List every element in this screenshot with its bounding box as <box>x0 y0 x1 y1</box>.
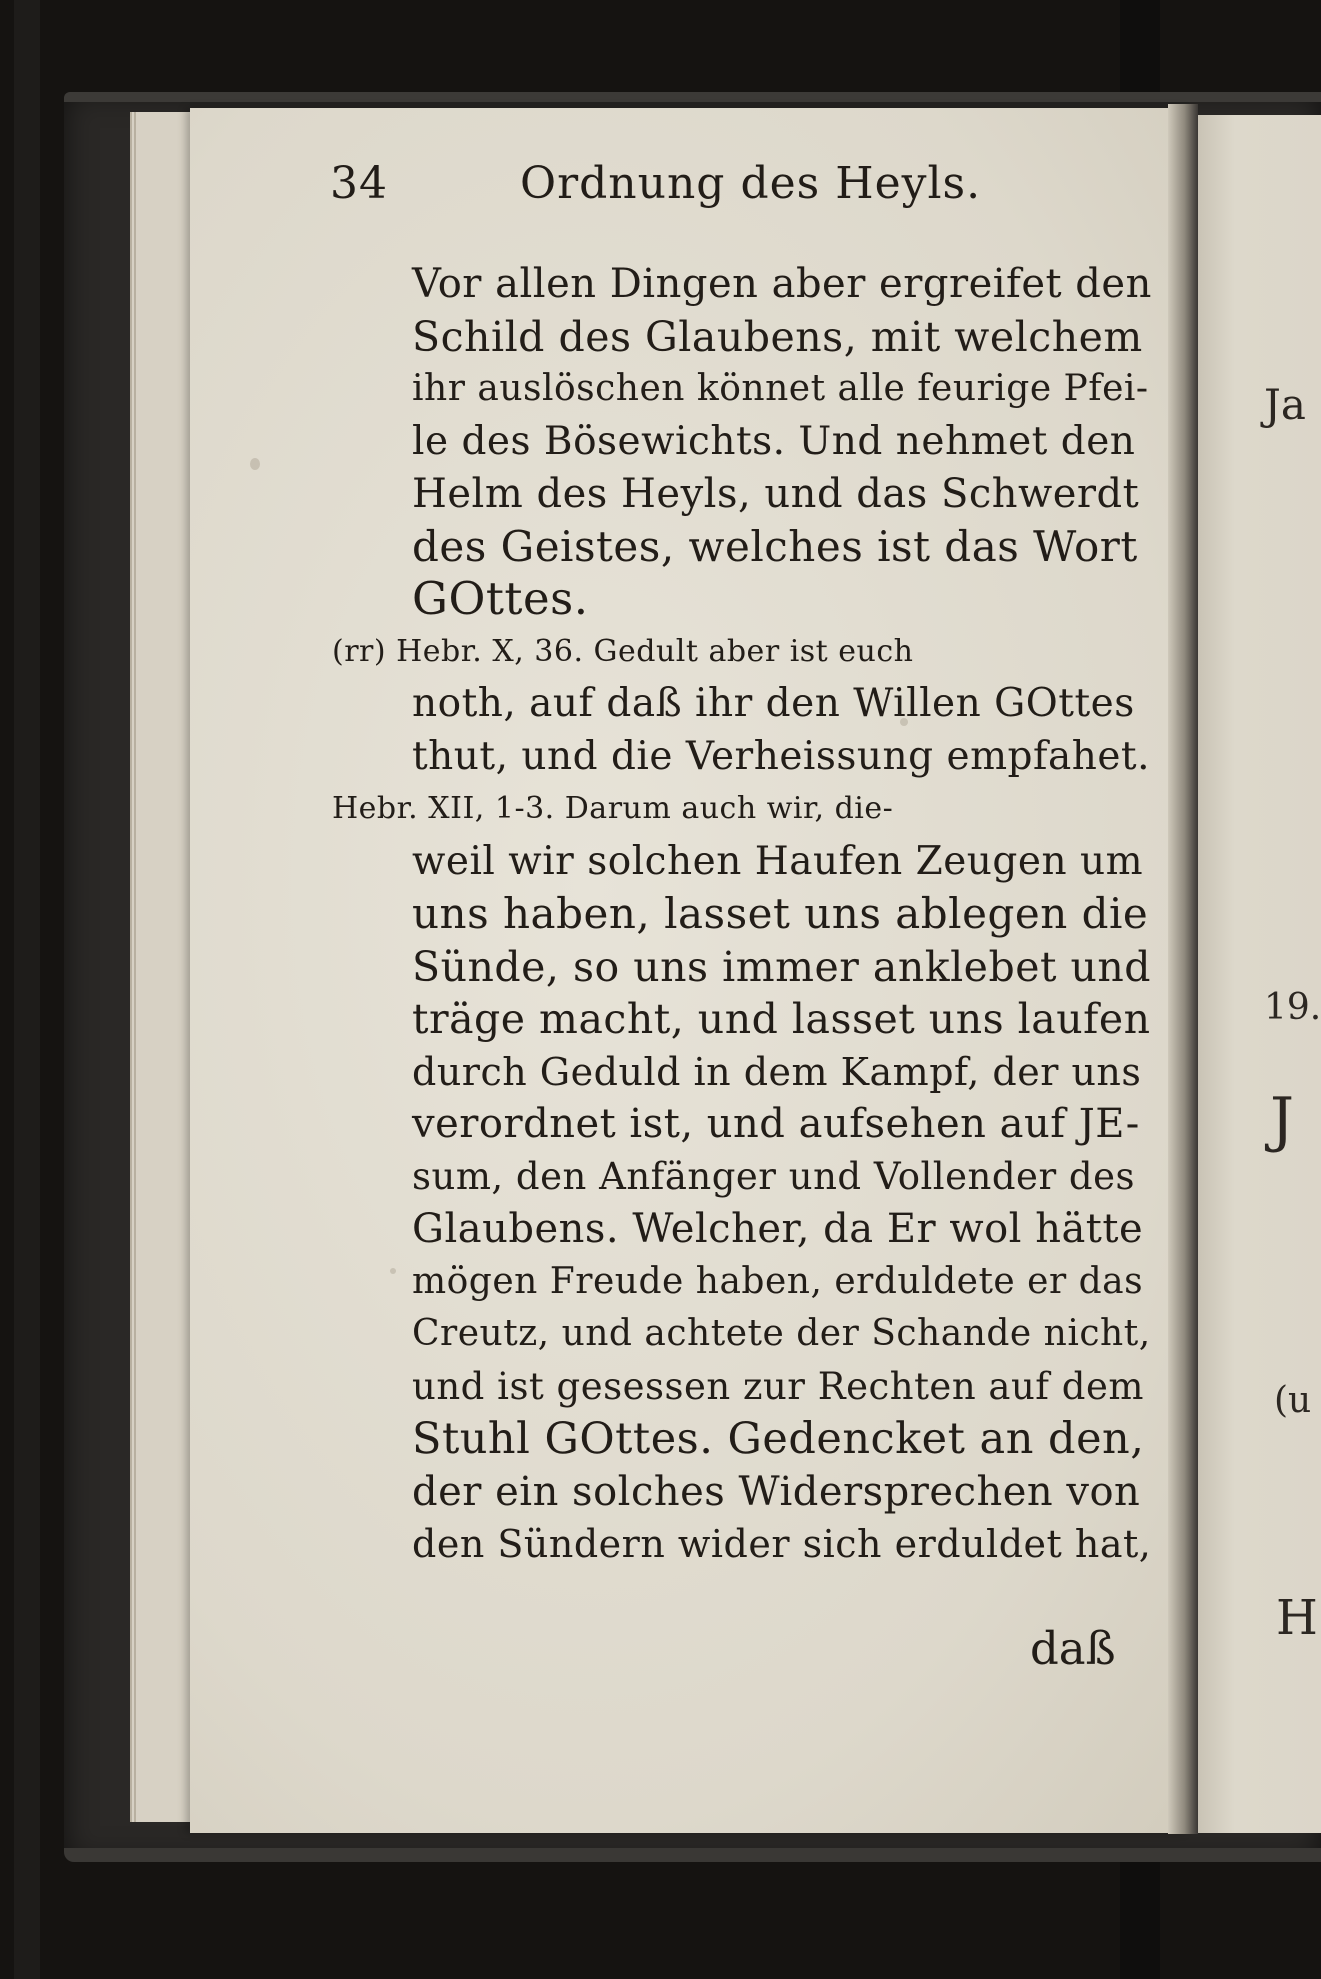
text-line: verordnet ist, und aufsehen auf JE- <box>412 1101 1140 1147</box>
text-line: Vor allen Dingen aber ergreifet den <box>412 261 1152 307</box>
text-line: Creutz, und achtete der Schande nicht, <box>412 1313 1151 1354</box>
running-header <box>330 158 1030 218</box>
text-line: des Geistes, welches ist das Wort <box>412 521 1138 571</box>
text-line: uns haben, lasset uns ablegen die <box>412 889 1149 938</box>
facing-page <box>1198 115 1321 1833</box>
text-line: durch Geduld in dem Kampf, der uns <box>412 1049 1142 1094</box>
body-text <box>332 258 1152 1571</box>
text-line: den Sündern wider sich erduldet hat, <box>412 1522 1152 1566</box>
text-line: weil wir solchen Haufen Zeugen um <box>412 838 1144 884</box>
text-line: sum, den Anfänger und Vollender des <box>412 1154 1135 1198</box>
text-line: Glaubens. Welcher, da Er wol hätte <box>412 1206 1144 1252</box>
text-line: Hebr. XII, 1-3. Darum auch wir, die- <box>332 791 894 826</box>
text-line: (rr) Hebr. X, 36. Gedult aber ist euch <box>332 633 914 669</box>
text-line: der ein solches Widersprechen von <box>412 1468 1141 1515</box>
text-line: träge macht, und lasset uns laufen <box>412 995 1151 1043</box>
text-line: und ist gesessen zur Rechten auf dem <box>412 1364 1144 1408</box>
text-line: Helm des Heyls, und das Schwerdt <box>412 471 1140 517</box>
text-line: Sünde, so uns immer anklebet und <box>412 942 1152 991</box>
text-line: noth, auf daß ihr den Willen GOttes <box>412 681 1135 726</box>
page-number: 34 <box>330 158 388 209</box>
facing-fragment: J <box>1270 1085 1295 1155</box>
text-line: thut, und die Verheissung empfahet. <box>412 733 1150 779</box>
text-line: GOttes. <box>412 572 589 625</box>
facing-fragment: (u <box>1274 1380 1312 1421</box>
running-title: Ordnung des Heyls. <box>520 158 982 209</box>
facing-fragment: 19. <box>1264 987 1321 1028</box>
catchword: daß <box>1030 1622 1116 1675</box>
facing-fragment: H <box>1276 1590 1318 1646</box>
text-line: mögen Freude haben, erduldete er das <box>412 1260 1144 1302</box>
book-gutter <box>1168 104 1198 1834</box>
facing-fragment: Ja <box>1264 380 1306 429</box>
text-line: le des Bösewichts. Und nehmet den <box>412 418 1136 464</box>
text-line: Stuhl GOttes. Gedencket an den, <box>412 1414 1145 1464</box>
text-line: ihr auslöschen könnet alle feurige Pfei- <box>412 368 1149 409</box>
text-line: Schild des Glaubens, mit welchem <box>412 312 1143 361</box>
